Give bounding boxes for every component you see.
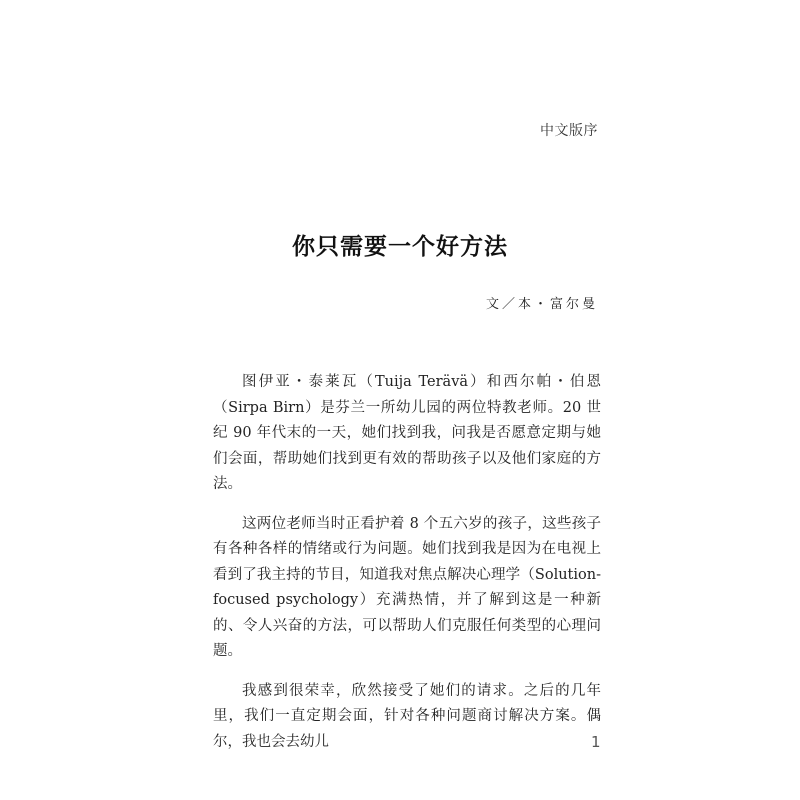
author-line: 文／本・富尔曼 [485,297,598,312]
section-label: 中文版序 [540,123,598,139]
paragraph: 我感到很荣幸，欣然接受了她们的请求。之后的几年里，我们一直定期会面，针对各种问题商讨解决方案。偶尔，我也会去幼儿 [213,682,601,750]
page-number: 1 [591,733,601,751]
paragraph: 这两位老师当时正看护着 8 个五六岁的孩子，这些孩子有各种各样的情绪或行为问题。她们找到我是因为在电视上看到了我主持的节目，知道我对焦点解决心理学（Solution-focused psychology）充满热情，并了解到这是一种新的、令人兴奋的方法，可以帮助人们克服任何类型的心理问题。 [213,515,601,659]
chapter-title: 你只需要一个好方法 [292,234,508,260]
paragraph: 图伊亚・泰莱瓦（Tuija Terävä）和西尔帕・伯恩（Sirpa Birn）是芬兰一所幼儿园的两位特教老师。20 世纪 90 年代末的一天，她们找到我，问我是否愿意定期与她们会面，帮助她们找到更有效的帮助孩子以及他们家庭的方法。 [213,374,601,492]
body-text [213,370,601,769]
